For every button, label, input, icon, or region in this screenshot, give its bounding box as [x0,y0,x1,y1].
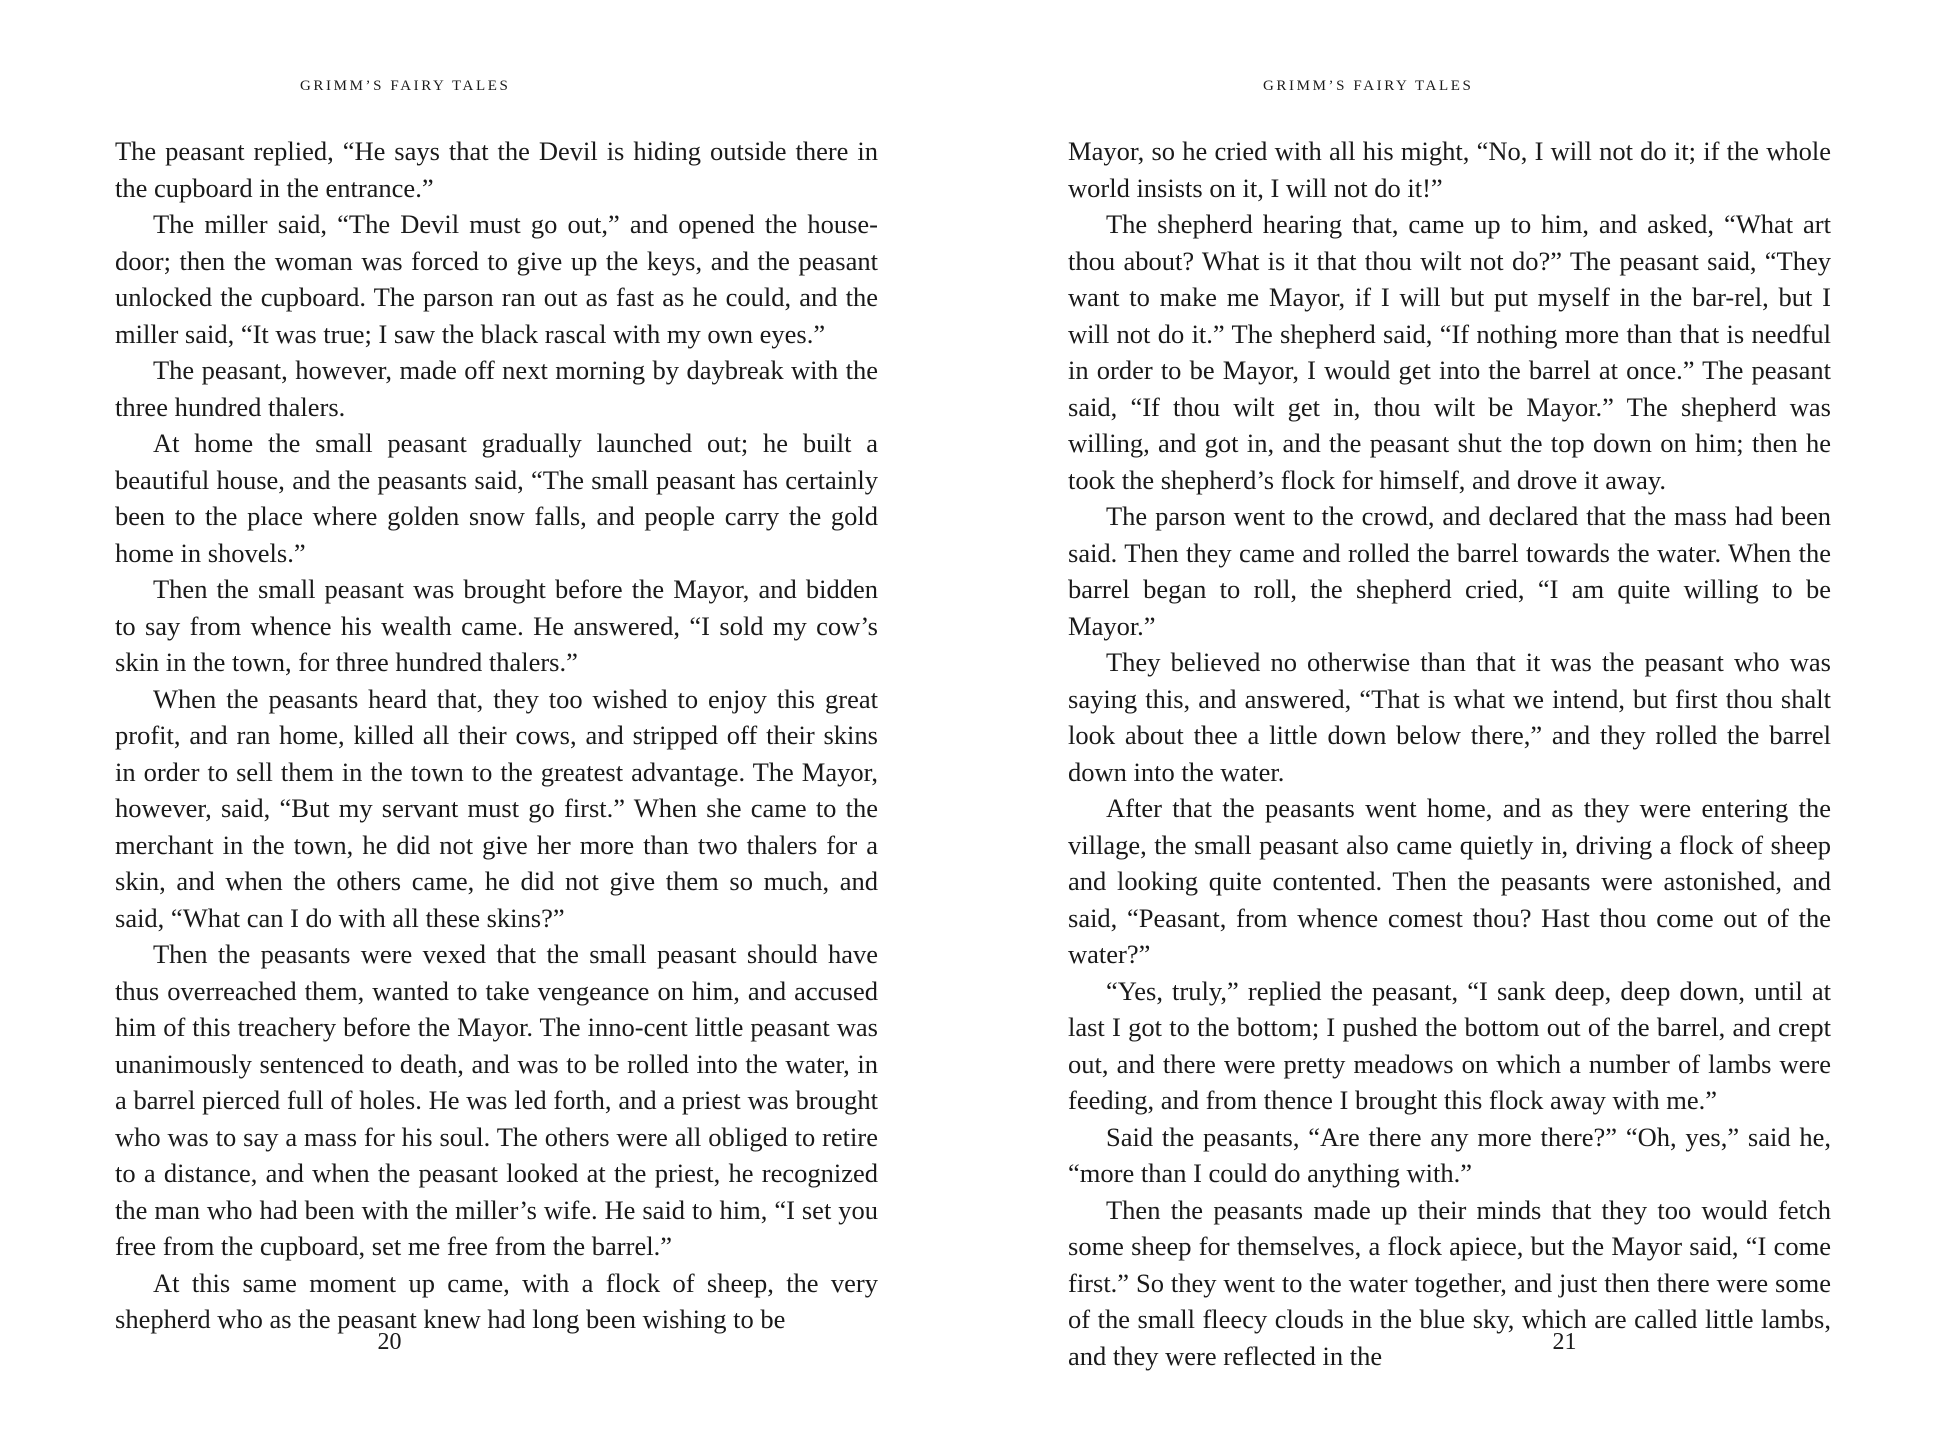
paragraph: The peasant replied, “He says that the Devil is hiding outside there in the cupboard in the entrance.” [115,136,878,203]
page-right [973,0,1946,1434]
paragraph: When the peasants heard that, they too wished to enjoy this great profit, and ran home, killed all their cows, and stripped off their skins in order to sell them in the town to the greatest advantage. The Mayor, however, said, “But my servant must go first.” When she came to the merchant in the town, he did not give her more than two thalers for a skin, and when the others came, he did not give them so much, and said, “What can I do with all these skins?” [115,683,878,933]
paragraph: The miller said, “The Devil must go out,” and opened the house-door; then the woman was forced to give up the keys, and the peasant unlocked the cupboard. The parson ran out as fast as he could, and the miller said, “It was true; I saw the black rascal with my own eyes.” [115,209,878,349]
page-number-left: 20 [377,1329,402,1355]
paragraph: At home the small peasant gradually launched out; he built a beautiful house, and the peasants said, “The small peasant has certainly been to the place where golden snow falls, and people carry the gold home in shovels.” [115,428,878,568]
paragraph: They believed no otherwise than that it was the peasant who was saying this, and answered, “That is what we intend, but first thou shalt look about thee a little down below there,” and they rolled the barrel down into the water. [1068,647,1831,787]
text-column-left [115,133,878,1338]
paragraph: Then the small peasant was brought before the Mayor, and bidden to say from whence his wealth came. He answered, “I sold my cow’s skin in the town, for three hundred thalers.” [115,574,878,677]
paragraph: After that the peasants went home, and as they were entering the village, the small peasant also came quietly in, driving a flock of sheep and looking quite contented. Then the peasants were astonished, and said, “Peasant, from whence comest thou? Hast thou come out of the water?” [1068,793,1831,969]
paragraph: The peasant, however, made off next morning by daybreak with the three hundred thalers. [115,355,878,422]
paragraph: The shepherd hearing that, came up to him, and asked, “What art thou about? What is it that thou wilt not do?” The peasant said, “They want to make me Mayor, if I will but put myself in the bar-rel, but I will not do it.” The shepherd said, “If nothing more than that is needful in order to be Mayor, I would get into the barrel at once.” The peasant said, “If thou wilt get in, thou wilt be Mayor.” The shepherd was willing, and got in, and the peasant shut the top down on him; then he took the shepherd’s flock for himself, and drove it away. [1068,209,1831,495]
paragraph: The parson went to the crowd, and declared that the mass had been said. Then they came and rolled the barrel towards the water. When the barrel began to roll, the shepherd cried, “I am quite willing to be Mayor.” [1068,501,1831,641]
paragraph: At this same moment up came, with a flock of sheep, the very shepherd who as the peasant knew had long been wishing to be [115,1267,878,1334]
paragraph: Said the peasants, “Are there any more there?” “Oh, yes,” said he, “more than I could do anything with.” [1068,1121,1831,1188]
paragraph: “Yes, truly,” replied the peasant, “I sank deep, deep down, until at last I got to the bottom; I pushed the bottom out of the barrel, and crept out, and there were pretty meadows on which a number of lambs were feeding, and from thence I brought this flock away with me.” [1068,975,1831,1115]
running-head-left: GRIMM’S FAIRY TALES [300,78,511,94]
paragraph: Then the peasants made up their minds that they too would fetch some sheep for themselves, a flock apiece, but the Mayor said, “I come first.” So they went to the water together, and just then there were some of the small fleecy clouds in the blue sky, which are called little lambs, and they were reflected in the [1068,1194,1831,1371]
page-number-right: 21 [1552,1329,1577,1355]
text-column-right [1068,133,1831,1374]
paragraph: Then the peasants were vexed that the small peasant should have thus overreached them, wanted to take vengeance on him, and accused him of this treachery before the Mayor. The inno-cent little peasant was unanimously sentenced to death, and was to be rolled into the water, in a barrel pierced full of holes. He was led forth, and a priest was brought who was to say a mass for his soul. The others were all obliged to retire to a distance, and when the peasant looked at the priest, he recognized the man who had been with the miller’s wife. He said to him, “I set you free from the cupboard, set me free from the barrel.” [115,939,878,1261]
running-head-right: GRIMM’S FAIRY TALES [1263,78,1474,94]
paragraph: Mayor, so he cried with all his might, “No, I will not do it; if the whole world insists on it, I will not do it!” [1068,136,1831,203]
